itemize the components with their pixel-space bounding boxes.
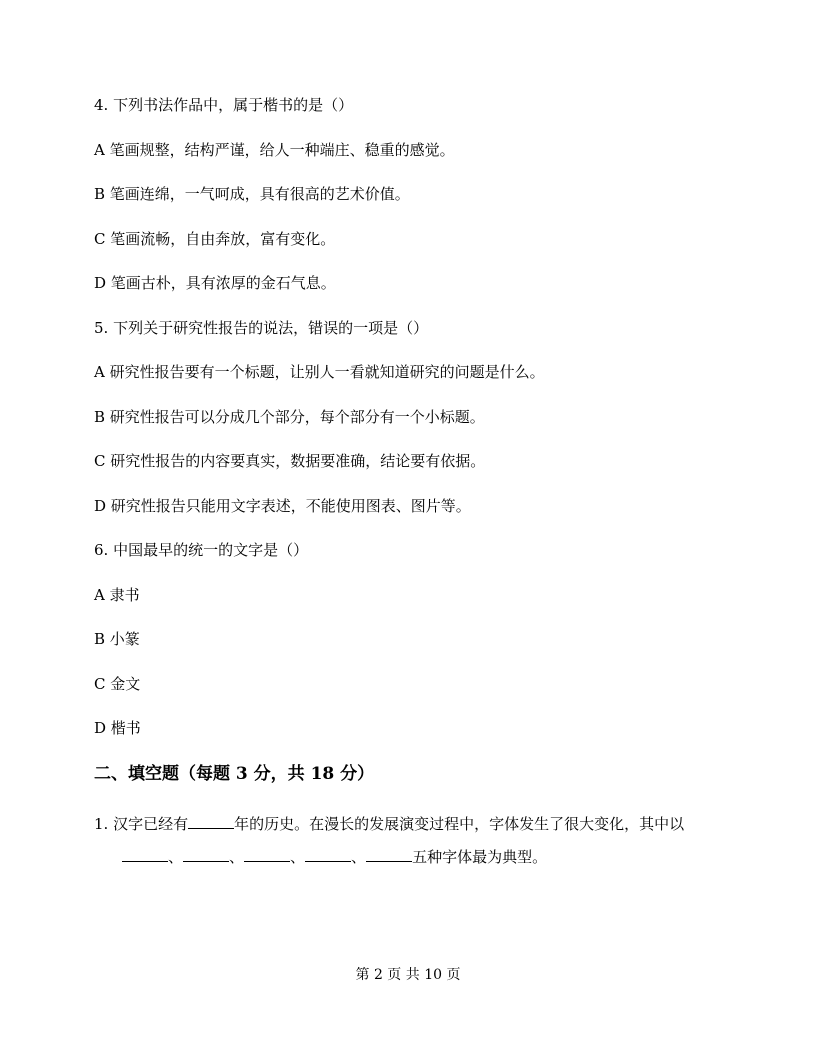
fill-blank-script-2[interactable] — [183, 846, 229, 862]
question-6-option-a: A 隶书 — [94, 586, 140, 604]
question-5-stem: 5. 下列关于研究性报告的说法，错误的一项是（） — [94, 319, 429, 337]
fill-question-1-middle: 年的历史。在漫长的发展演变过程中，字体发生了很大变化，其中以 — [234, 815, 685, 833]
question-4-stem: 4. 下列书法作品中，属于楷书的是（） — [94, 96, 354, 114]
blank-separator: 、 — [351, 848, 367, 866]
question-4-option-c: C 笔画流畅，自由奔放，富有变化。 — [94, 230, 336, 248]
page-number-footer: 第 2 页 共 10 页 — [355, 967, 461, 983]
question-6-option-c: C 金文 — [94, 675, 141, 693]
question-5-option-d: D 研究性报告只能用文字表述，不能使用图表、图片等。 — [94, 497, 471, 515]
question-6-option-b: B 小篆 — [94, 630, 140, 648]
question-4-option-d: D 笔画古朴，具有浓厚的金石气息。 — [94, 274, 336, 292]
fill-blank-script-1[interactable] — [122, 846, 168, 862]
fill-question-1-line-2 — [122, 846, 547, 867]
fill-question-1-line-1 — [94, 813, 684, 834]
question-6-stem: 6. 中国最早的统一的文字是（） — [94, 541, 309, 559]
blank-separator: 、 — [290, 848, 306, 866]
fill-blank-years[interactable] — [188, 813, 234, 829]
blank-separator: 、 — [229, 848, 245, 866]
question-6-option-d: D 楷书 — [94, 719, 141, 737]
question-5-option-b: B 研究性报告可以分成几个部分，每个部分有一个小标题。 — [94, 408, 485, 426]
section-heading-fill-in: 二、填空题（每题 3 分，共 18 分） — [94, 764, 375, 784]
fill-question-1-suffix: 五种字体最为典型。 — [412, 848, 548, 866]
question-5-option-c: C 研究性报告的内容要真实，数据要准确，结论要有依据。 — [94, 452, 486, 470]
question-5-option-a: A 研究性报告要有一个标题，让别人一看就知道研究的问题是什么。 — [94, 363, 545, 381]
fill-question-1-prefix: 1. 汉字已经有 — [94, 815, 189, 833]
question-4-option-b: B 笔画连绵，一气呵成，具有很高的艺术价值。 — [94, 185, 410, 203]
blank-separator: 、 — [168, 848, 184, 866]
fill-blank-script-4[interactable] — [305, 846, 351, 862]
fill-blank-script-5[interactable] — [366, 846, 412, 862]
fill-blank-script-3[interactable] — [244, 846, 290, 862]
question-4-option-a: A 笔画规整，结构严谨，给人一种端庄、稳重的感觉。 — [94, 141, 455, 159]
